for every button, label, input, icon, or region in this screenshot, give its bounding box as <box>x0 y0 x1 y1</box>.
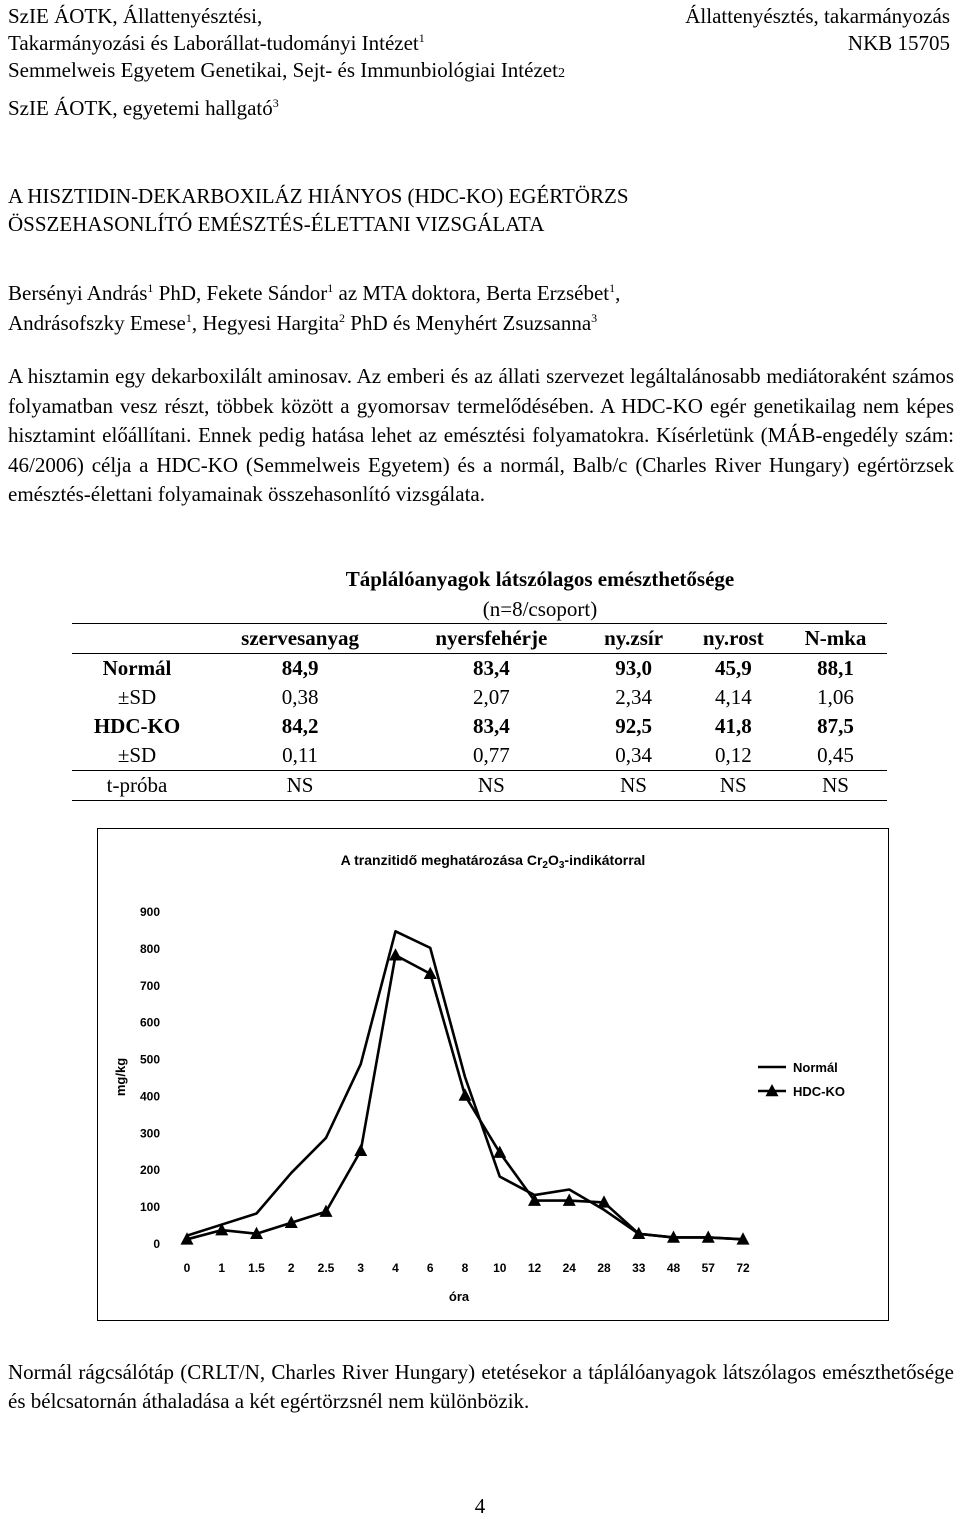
table-cell: NS <box>398 771 584 801</box>
table-cell: 0,34 <box>615 743 652 767</box>
y-tick-label: 100 <box>139 1200 160 1215</box>
x-tick-label: 0 <box>183 1261 191 1275</box>
conclusion-paragraph: Normál rágcsálótáp (CRLT/N, Charles River Hungary) etetésekor a táplálóanyagok látszólagos emészthetősége és bélcsatornán áthaladása a két egértörzsnél nem különbözik. <box>8 1360 954 1413</box>
x-tick-label: 2.5 <box>317 1261 335 1275</box>
table-header-cell: N-mka <box>784 624 887 654</box>
table-header-cell: szervesanyag <box>202 624 398 654</box>
author-line-1: Bersényi András$^1$ PhD, Fekete Sándor$^1$ az MTA doktora, Berta Erzsébet$^1$, <box>8 281 621 305</box>
table-header-cell: ny.rost <box>683 624 784 654</box>
table-cell: NS <box>784 771 887 801</box>
page-number: 4 <box>474 1494 486 1518</box>
x-tick-label: 28 <box>597 1261 611 1275</box>
digestibility-table <box>72 623 887 801</box>
triangle-marker <box>320 1205 333 1217</box>
table-cell: 0,11 <box>282 743 319 767</box>
affiliation-line-4: SzIE ÁOTK, egyetemi hallgató$^3$ <box>8 96 279 120</box>
y-tick-label: 0 <box>153 1237 160 1251</box>
row-label: t-próba <box>72 771 202 801</box>
table-cell: 92,5 <box>615 714 652 738</box>
table-cell: 1,06 <box>817 685 854 709</box>
y-tick-labels <box>140 905 160 1251</box>
table-cell: NS <box>202 771 398 801</box>
x-tick-label: 1.5 <box>248 1261 265 1275</box>
table-cell: 2,34 <box>615 685 652 709</box>
y-tick-label: 500 <box>139 1052 160 1067</box>
project-code: NKB 15705 <box>847 31 950 55</box>
table-row <box>72 683 887 712</box>
table-cell: 0,12 <box>714 743 752 767</box>
paper-title <box>8 182 629 238</box>
table-cell: 84,2 <box>281 714 319 738</box>
x-tick-label: 57 <box>701 1261 715 1275</box>
y-tick-label: 600 <box>139 1015 160 1030</box>
table-cell: 4,14 <box>714 685 752 709</box>
y-tick-label: 900 <box>139 905 160 919</box>
series-line <box>187 931 743 1239</box>
table-cell: 87,5 <box>817 714 854 738</box>
x-tick-label: 4 <box>392 1261 399 1275</box>
title-line-2: ÖSSZEHASONLÍTÓ EMÉSZTÉS-ÉLETTANI VIZSGÁLATA <box>8 212 545 236</box>
table-cell: NS <box>683 771 784 801</box>
x-tick-label: 6 <box>426 1261 434 1275</box>
title-line-1: A HISZTIDIN-DEKARBOXILÁZ HIÁNYOS (HDC-KO) EGÉRTÖRZS <box>8 184 629 208</box>
table-cell: 0,77 <box>472 743 510 767</box>
table-cell: NS <box>585 771 683 801</box>
table-row <box>72 771 887 801</box>
table-title: Táplálóanyagok látszólagos emészthetősége <box>345 567 735 591</box>
row-label: ±SD <box>117 743 157 767</box>
x-tick-label: 12 <box>527 1261 542 1275</box>
x-tick-label: 2 <box>287 1261 295 1275</box>
table-header-cell <box>72 624 202 654</box>
x-tick-labels <box>184 1261 750 1275</box>
table-cell: 2,07 <box>472 685 510 709</box>
x-tick-label: 8 <box>461 1261 469 1275</box>
table-cell: 83,4 <box>472 714 510 738</box>
table-cell: 45,9 <box>714 656 752 680</box>
table-row <box>72 712 887 741</box>
table-header-row <box>72 624 887 654</box>
table-cell: 84,9 <box>281 656 319 680</box>
table-cell: 0,45 <box>817 743 854 767</box>
x-tick-label: 10 <box>493 1261 507 1275</box>
legend-entry: Normál <box>793 1060 838 1075</box>
chart-series <box>181 931 750 1244</box>
y-tick-label: 200 <box>139 1163 160 1178</box>
x-tick-label: 3 <box>357 1261 365 1275</box>
author-list <box>8 278 620 338</box>
table-row <box>72 654 887 684</box>
triangle-marker <box>354 1144 367 1156</box>
y-tick-label: 400 <box>139 1089 160 1104</box>
y-axis-label: mg/kg <box>113 1057 128 1097</box>
row-label: ±SD <box>117 685 157 709</box>
y-tick-label: 300 <box>139 1126 160 1141</box>
section-label: Állattenyésztés, takarmányozás <box>685 4 950 28</box>
row-label: Normál <box>102 656 172 680</box>
row-label: HDC-KO <box>93 714 181 738</box>
author-line-2: Andrásofszky Emese$^1$, Hegyesi Hargita$^2$ PhD és Menyhért Zsuzsanna$^3$ <box>8 311 598 335</box>
table-cell: 83,4 <box>472 656 510 680</box>
x-tick-label: 33 <box>632 1261 646 1275</box>
table-row <box>72 741 887 771</box>
transit-time-chart <box>97 828 889 1321</box>
table-cell: 41,8 <box>714 714 752 738</box>
legend-entry: HDC-KO <box>793 1084 845 1099</box>
chart-legend <box>758 1060 845 1099</box>
table-cell: 88,1 <box>817 656 854 680</box>
table-subtitle: (n=8/csoport) <box>482 597 598 621</box>
x-tick-label: 24 <box>562 1261 576 1275</box>
abstract-paragraph: A hisztamin egy dekarboxilált aminosav. Az emberi és az állati szervezet legáltalánosabb mediátoraként számos folyamatban vesz részt, többek között a gyomorsav termelődésében. A HDC-KO egér genetikailag nem képes hisztamint előállítani. Ennek pedig hatása lehet az emésztési folyamatokra. Kísérletünk (MÁB-engedély szám: 46/2006) célja a HDC-KO (Semmelweis Egyetem) és a normál, Balb/c (Charles River Hungary) egértörzsek emésztés-élettani folyamainak összehasonlító vizsgálata. <box>8 364 954 506</box>
y-tick-label: 700 <box>139 978 160 993</box>
table-header-cell: ny.zsír <box>585 624 683 654</box>
y-tick-label: 800 <box>139 941 160 956</box>
x-tick-label: 1 <box>218 1261 226 1275</box>
affiliation-line-2: Takarmányozási és Laborállat-tudományi Intézet$^1$ <box>8 31 425 55</box>
affiliation-line-3: Semmelweis Egyetem Genetikai, Sejt- és Immunbiológiai Intézet2 <box>8 58 565 82</box>
table-cell: 0,38 <box>281 685 319 709</box>
table-cell: 93,0 <box>615 656 652 680</box>
x-tick-label: 72 <box>736 1261 750 1275</box>
x-axis-label: óra <box>448 1289 470 1304</box>
table-header-cell: nyersfehérje <box>398 624 584 654</box>
x-tick-label: 48 <box>666 1261 681 1275</box>
chart-svg <box>98 829 888 1320</box>
affiliation-line-1: SzIE ÁOTK, Állattenyésztési, <box>8 4 263 28</box>
chart-title: A tranzitidő meghatározása $Cr_2O_3$-indikátorral <box>340 852 646 871</box>
